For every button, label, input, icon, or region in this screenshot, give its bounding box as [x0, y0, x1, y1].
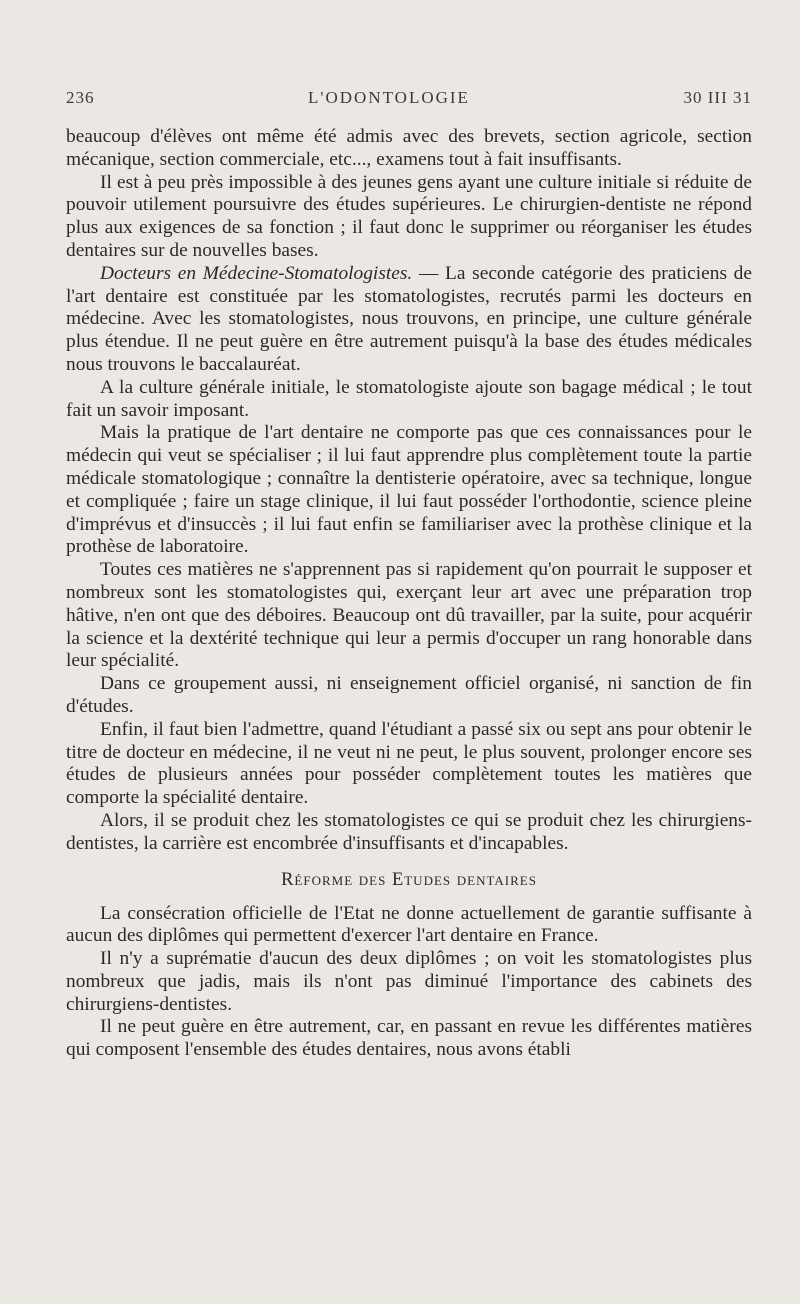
section-heading: Réforme des Etudes dentaires — [281, 869, 537, 890]
issue-date: 30 III 31 — [683, 88, 752, 107]
paragraph: Il n'y a suprématie d'aucun des deux diplômes ; on voit les stomatologistes plus nombreux que jadis, mais ils n'ont pas diminué l'importance des cabinets des chirurgiens-dentistes. — [66, 948, 752, 1015]
paragraph: Alors, il se produit chez les stomatologistes ce qui se produit chez les chirurgiens-dentistes, la carrière est encombrée d'insuffisants et d'incapables. — [66, 809, 752, 854]
paragraph: Il est à peu près impossible à des jeunes gens ayant une culture initiale si réduite de pouvoir utilement poursuivre des études supérieures. Le chirurgien-dentiste ne répond plus aux exigences de sa fonction ; il faut donc le supprimer ou réorganiser les études dentaires sur de nouvelles bases. — [66, 171, 752, 261]
paragraph — [66, 263, 752, 377]
paragraph: Toutes ces matières ne s'apprennent pas si rapidement qu'on pourrait le supposer et nombreux sont les stomatologistes qui, exerçant leur art avec une préparation trop hâtive, n'en ont que des déboires. Beaucoup ont dû travailler, par la suite, pour acquérir la science et la dextérité technique qui leur a permis d'occuper un rang honorable dans leur spécialité. — [66, 559, 752, 672]
paragraph: beaucoup d'élèves ont même été admis avec des brevets, section agricole, section mécanique, section commerciale, etc..., examens tout à fait insuffisants. — [66, 126, 752, 170]
paragraph-text: — La seconde catégorie des praticiens de l'art dentaire est constituée par les stomatologistes, recrutés parmi les docteurs en médecine. Avec les stomatologistes, nous trouvons, en principe, une culture générale plus étendue. Il ne peut guère en être autrement puisqu'à la base des études médicales nous trouvons le baccalauréat. — [66, 262, 752, 375]
run-in-heading: Docteurs en Médecine-Stomatologistes. — [100, 262, 413, 284]
body-text — [66, 126, 752, 1062]
paragraph: Enfin, il faut bien l'admettre, quand l'étudiant a passé six ou sept ans pour obtenir le titre de docteur en médecine, il ne veut ni ne peut, le plus souvent, prolonger encore ses études de plusieurs années pour posséder complètement toutes les matières que comporte la spécialité dentaire. — [66, 718, 752, 809]
paragraph: Il ne peut guère en être autrement, car, en passant en revue les différentes matières qui composent l'ensemble des études dentaires, nous avons établi — [66, 1016, 752, 1061]
journal-title: L'ODONTOLOGIE — [308, 88, 470, 107]
running-header — [66, 88, 752, 114]
paragraph: La consécration officielle de l'Etat ne donne actuellement de garantie suffisante à aucun des diplômes qui permettent d'exercer l'art dentaire en France. — [66, 902, 752, 947]
paragraph: Mais la pratique de l'art dentaire ne comporte pas que ces connaissances pour le médecin qui veut se spécialiser ; il lui faut apprendre plus complètement toute la partie médicale stomatologique ; connaître la dentisterie opératoire, avec sa technique, longue et compliquée ; faire un stage clinique, il lui faut posséder l'orthodontie, science pleine d'imprévus et d'insuccès ; il lui faut enfin se familiariser avec la prothèse clinique et la prothèse de laboratoire. — [66, 422, 752, 558]
paragraph: A la culture générale initiale, le stomatologiste ajoute son bagage médical ; le tout fait un savoir imposant. — [66, 376, 752, 421]
page-number: 236 — [66, 88, 95, 107]
paragraph: Dans ce groupement aussi, ni enseignement officiel organisé, ni sanction de fin d'études. — [66, 673, 752, 717]
